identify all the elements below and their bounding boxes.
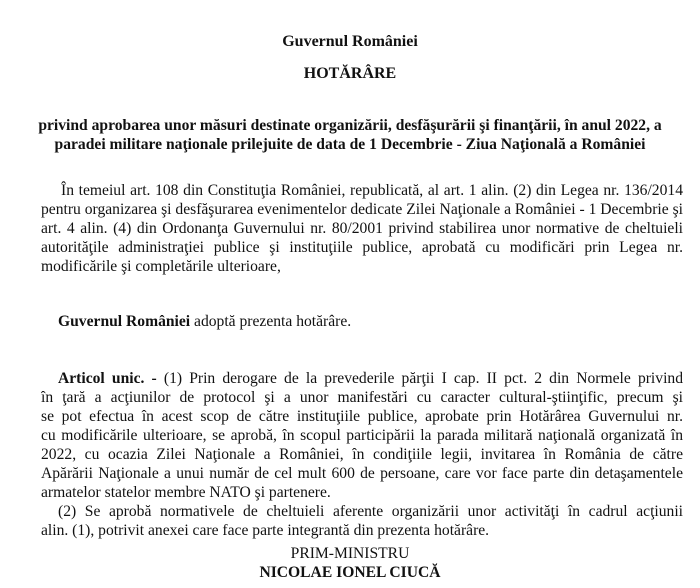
adoption-text: adoptă prezenta hotărâre. bbox=[190, 313, 352, 330]
preamble-line: În temeiul art. 108 din Constituţia României, republicată, al art. 1 alin. (2) din Legea nr. 136/2014 bbox=[61, 182, 683, 199]
document-type-heading: HOTĂRÂRE bbox=[303, 65, 397, 82]
article-line: (2) Se aprobă normativele de cheltuieli aferente organizării unor activităţi în cadrul acţiunii bbox=[58, 503, 683, 520]
article-line: Apărării Naţionale a unui număr de cel mult 600 de persoane, care vor face parte din detaşamentele bbox=[41, 465, 683, 482]
subtitle-line: paradei militare naţionale prilejuite de data de 1 Decembrie - Ziua Naţională a României bbox=[54, 136, 646, 153]
adoption-issuer: Guvernul României bbox=[58, 313, 191, 330]
preamble-line: art. 4 alin. (4) din Ordonanţa Guvernului nr. 80/2001 privind stabilirea unor normative de cheltuieli bbox=[41, 220, 683, 237]
article-first-line bbox=[58, 369, 683, 388]
article-line-text: (1) Prin derogare de la prevederile părţii I cap. II pct. 2 din Normele privind bbox=[163, 370, 683, 387]
signatory-title: PRIM-MINISTRU bbox=[290, 545, 410, 562]
preamble-line: modificările şi completările ulterioare, bbox=[41, 258, 281, 275]
preamble-line: pentru organizarea şi desfăşurarea evenimentelor dedicate Zilei Naţionale a României - 1 Decembrie şi bbox=[41, 201, 683, 218]
article-line: 2022, cu ocazia Zilei Naţionale a României, în condiţiile legii, invitarea în România de către bbox=[41, 446, 683, 463]
preamble-line: autorităţile administraţiei publice şi instituţiile publice, aprobată cu modificări prin Legea nr. bbox=[41, 239, 683, 256]
article-line: cu modificările ulterioare, se aprobă, în scopul participării la parada militară naţională organizată în bbox=[41, 427, 683, 444]
article-heading: Articol unic. - bbox=[58, 370, 157, 387]
adoption-statement bbox=[58, 312, 683, 331]
subtitle-line: privind aprobarea unor măsuri destinate organizării, desfăşurării şi finanţării, în anul 2022, a bbox=[38, 117, 662, 134]
issuer-heading: Guvernul României bbox=[282, 33, 418, 50]
article-line: alin. (1), potrivit anexei care face parte integrantă din prezenta hotărâre. bbox=[41, 522, 490, 539]
article-line: armatelor statelor membre NATO şi partenere. bbox=[41, 484, 331, 501]
article-line: în ţară a acţiunilor de protocol şi a unor manifestări cu caracter cultural-ştiinţific, precum şi bbox=[41, 389, 683, 406]
article-line: se pot efectua în acest scop de către instituţiile publice, aprobate prin Hotărârea Guvernului nr. bbox=[41, 408, 683, 425]
signatory-name: NICOLAE IONEL CIUCĂ bbox=[259, 564, 441, 581]
